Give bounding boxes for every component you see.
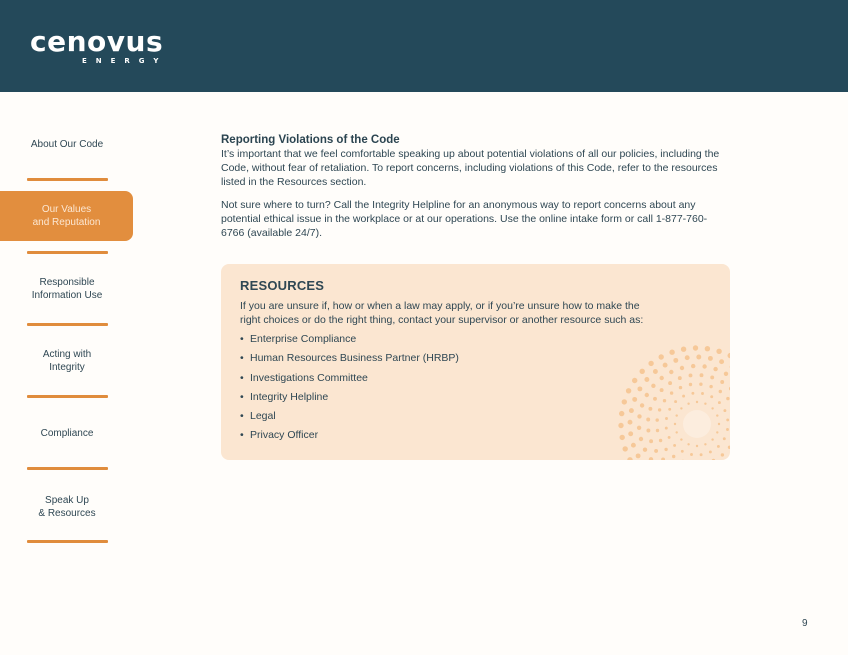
burst-dot [718, 423, 720, 425]
nav-item-speak-up-resources[interactable] [0, 494, 134, 520]
logo-subtext: ENERGY [82, 57, 168, 65]
burst-dot [659, 439, 662, 442]
burst-dot [640, 403, 644, 407]
burst-dot [701, 392, 704, 395]
nav-label: Information Use [31, 290, 103, 301]
burst-dot [623, 446, 628, 451]
burst-dot [681, 347, 686, 352]
burst-dot [696, 445, 698, 447]
resources-title: RESOURCES [240, 278, 325, 293]
burst-dot [644, 377, 649, 382]
burst-dot [668, 436, 671, 439]
main-content [221, 133, 726, 249]
cenovus-logo[interactable] [30, 25, 168, 65]
burst-dot [663, 399, 666, 402]
nav-label: Speak Up [45, 495, 89, 506]
nav-divider [27, 395, 108, 398]
list-item: • Privacy Officer [240, 428, 459, 447]
burst-dot [723, 409, 726, 412]
body-paragraph: Not sure where to turn? Call the Integrity Helpline for an anonymous way to report concerns about any potential ethical issue in the workplace or at our operations. Use the online intake form or call 1-877-760-6766 (available 24/7). [221, 199, 708, 239]
burst-dot [716, 414, 718, 416]
nav-label: About Our Code [30, 139, 104, 150]
burst-dot [679, 386, 682, 389]
body-paragraph: It’s important that we feel comfortable speaking up about potential violations of all our policies, including the Code, without fear of retaliation. To report concerns, including violations of this Code, refer to the resources listed in the Resources section. [221, 148, 720, 188]
list-item: • Legal [240, 409, 459, 428]
burst-dot [680, 407, 682, 409]
nav-label: Responsible [39, 277, 95, 288]
list-item: • Human Resources Business Partner (HRBP) [240, 351, 459, 370]
burst-dot [682, 395, 685, 398]
burst-dot [672, 455, 675, 458]
burst-dot [729, 387, 730, 391]
burst-dot [670, 391, 673, 394]
burst-dot [691, 392, 694, 395]
burst-dot [645, 393, 649, 397]
logo-wordmark: cenovus [30, 25, 164, 58]
burst-dot [726, 418, 729, 421]
nav-item-responsible-information-use[interactable] [0, 276, 134, 302]
burst-dot [643, 448, 647, 452]
section-heading: Reporting Violations of the Code [221, 134, 400, 146]
burst-dot [628, 420, 633, 425]
burst-dot [637, 414, 641, 418]
burst-dot [632, 397, 637, 402]
burst-dot [716, 431, 718, 433]
burst-dot [680, 366, 684, 370]
burst-dot [721, 453, 724, 456]
burst-dot [710, 395, 713, 398]
burst-dot [628, 431, 633, 436]
burst-dot [668, 381, 672, 385]
burst-dot [626, 388, 631, 393]
burst-dot [726, 397, 729, 400]
burst-dot [704, 403, 706, 405]
resources-callout [221, 264, 730, 460]
nav-label: Compliance [40, 428, 94, 439]
burst-dot [646, 429, 650, 433]
burst-dot [711, 438, 713, 440]
nav-divider [27, 178, 108, 181]
burst-dot [640, 369, 645, 374]
burst-dot [678, 376, 682, 380]
nav-label: Acting with [42, 349, 92, 360]
dotted-burst-decoration [601, 334, 730, 460]
burst-dot [674, 423, 676, 425]
burst-dot [718, 401, 721, 404]
burst-dot [720, 380, 724, 384]
burst-dot [693, 345, 698, 350]
burst-dot [648, 361, 653, 366]
burst-dot [665, 427, 668, 430]
burst-dot [620, 435, 625, 440]
burst-dot [651, 384, 655, 388]
burst-dot [653, 369, 658, 374]
burst-dot [700, 373, 704, 377]
list-item: • Integrity Helpline [240, 390, 459, 409]
burst-dot [680, 438, 682, 440]
burst-dot [685, 355, 690, 360]
burst-dot [654, 449, 658, 453]
nav-label: and Reputation [32, 217, 101, 228]
burst-dot [689, 373, 693, 377]
burst-dot [660, 388, 664, 392]
nav-label: Our Values [41, 204, 92, 215]
list-item: • Investigations Committee [240, 371, 459, 390]
burst-dot [709, 385, 712, 388]
burst-dot [637, 426, 641, 430]
burst-dot [669, 370, 673, 374]
burst-dot [724, 372, 728, 376]
burst-dot [726, 428, 729, 431]
burst-dot [691, 364, 695, 368]
resources-list [240, 332, 459, 448]
burst-dot [618, 423, 623, 428]
burst-dot [681, 450, 684, 453]
burst-dot [690, 453, 693, 456]
nav-divider [27, 467, 108, 470]
burst-dot [656, 418, 659, 421]
burst-dot [708, 356, 713, 361]
burst-dot [639, 437, 643, 441]
burst-dot [668, 408, 671, 411]
burst-dot [676, 431, 678, 433]
burst-dot [687, 403, 689, 405]
burst-dot [712, 459, 715, 460]
burst-dot [696, 355, 701, 360]
burst-dot [689, 383, 692, 386]
nav-label: Integrity [49, 362, 85, 373]
resources-intro: If you are unsure if, how or when a law may apply, or if you’re unsure how to make the right choices or do the right thing, contact your supervisor or another resource such as: [240, 300, 644, 326]
nav-item-acting-with-integrity[interactable] [0, 348, 134, 374]
burst-dot [699, 383, 702, 386]
burst-dot [673, 358, 678, 363]
burst-dot [631, 443, 636, 448]
burst-dot [702, 364, 706, 368]
burst-dot [656, 429, 659, 432]
burst-dot [648, 407, 652, 411]
burst-dot [696, 401, 698, 403]
burst-dot [716, 349, 721, 354]
burst-dot [632, 378, 637, 383]
burst-dot [659, 354, 664, 359]
page-number: 9 [802, 618, 808, 629]
burst-core [683, 410, 711, 438]
burst-dot [619, 411, 624, 416]
burst-dot [704, 443, 706, 445]
burst-dot [700, 453, 703, 456]
burst-dot [646, 418, 650, 422]
burst-dot [661, 457, 665, 460]
burst-dot [710, 375, 714, 379]
nav-item-compliance[interactable] [0, 427, 134, 440]
nav-divider [27, 323, 108, 326]
burst-dot [629, 408, 634, 413]
burst-dot [728, 353, 731, 358]
burst-dot [660, 376, 664, 380]
list-item: • Enterprise Compliance [240, 332, 459, 351]
burst-dot [705, 346, 710, 351]
burst-dot [649, 457, 653, 460]
nav-item-our-values-active[interactable] [0, 191, 133, 241]
nav-divider [27, 540, 108, 543]
burst-dot [627, 457, 632, 460]
burst-dot [711, 407, 713, 409]
burst-dot [676, 414, 678, 416]
burst-dot [649, 439, 653, 443]
header-banner [0, 0, 848, 92]
burst-dot [636, 453, 641, 458]
burst-dot [723, 437, 726, 440]
burst-dot [663, 363, 668, 368]
burst-dot [653, 397, 657, 401]
nav-divider [27, 251, 108, 254]
burst-dot [717, 445, 720, 448]
burst-dot [673, 444, 676, 447]
burst-dot [665, 417, 668, 420]
burst-dot [664, 448, 667, 451]
burst-dot [658, 408, 661, 411]
nav-item-about-our-code[interactable] [0, 138, 134, 151]
burst-dot [687, 443, 689, 445]
burst-dot [728, 446, 730, 449]
burst-dot [719, 390, 722, 393]
burst-dot [674, 400, 677, 403]
burst-dot [622, 399, 627, 404]
burst-dot [709, 450, 712, 453]
burst-dot [669, 350, 674, 355]
nav-label: & Resources [38, 508, 96, 519]
burst-dot [713, 367, 717, 371]
burst-dot [637, 386, 642, 391]
burst-dot [719, 359, 724, 364]
